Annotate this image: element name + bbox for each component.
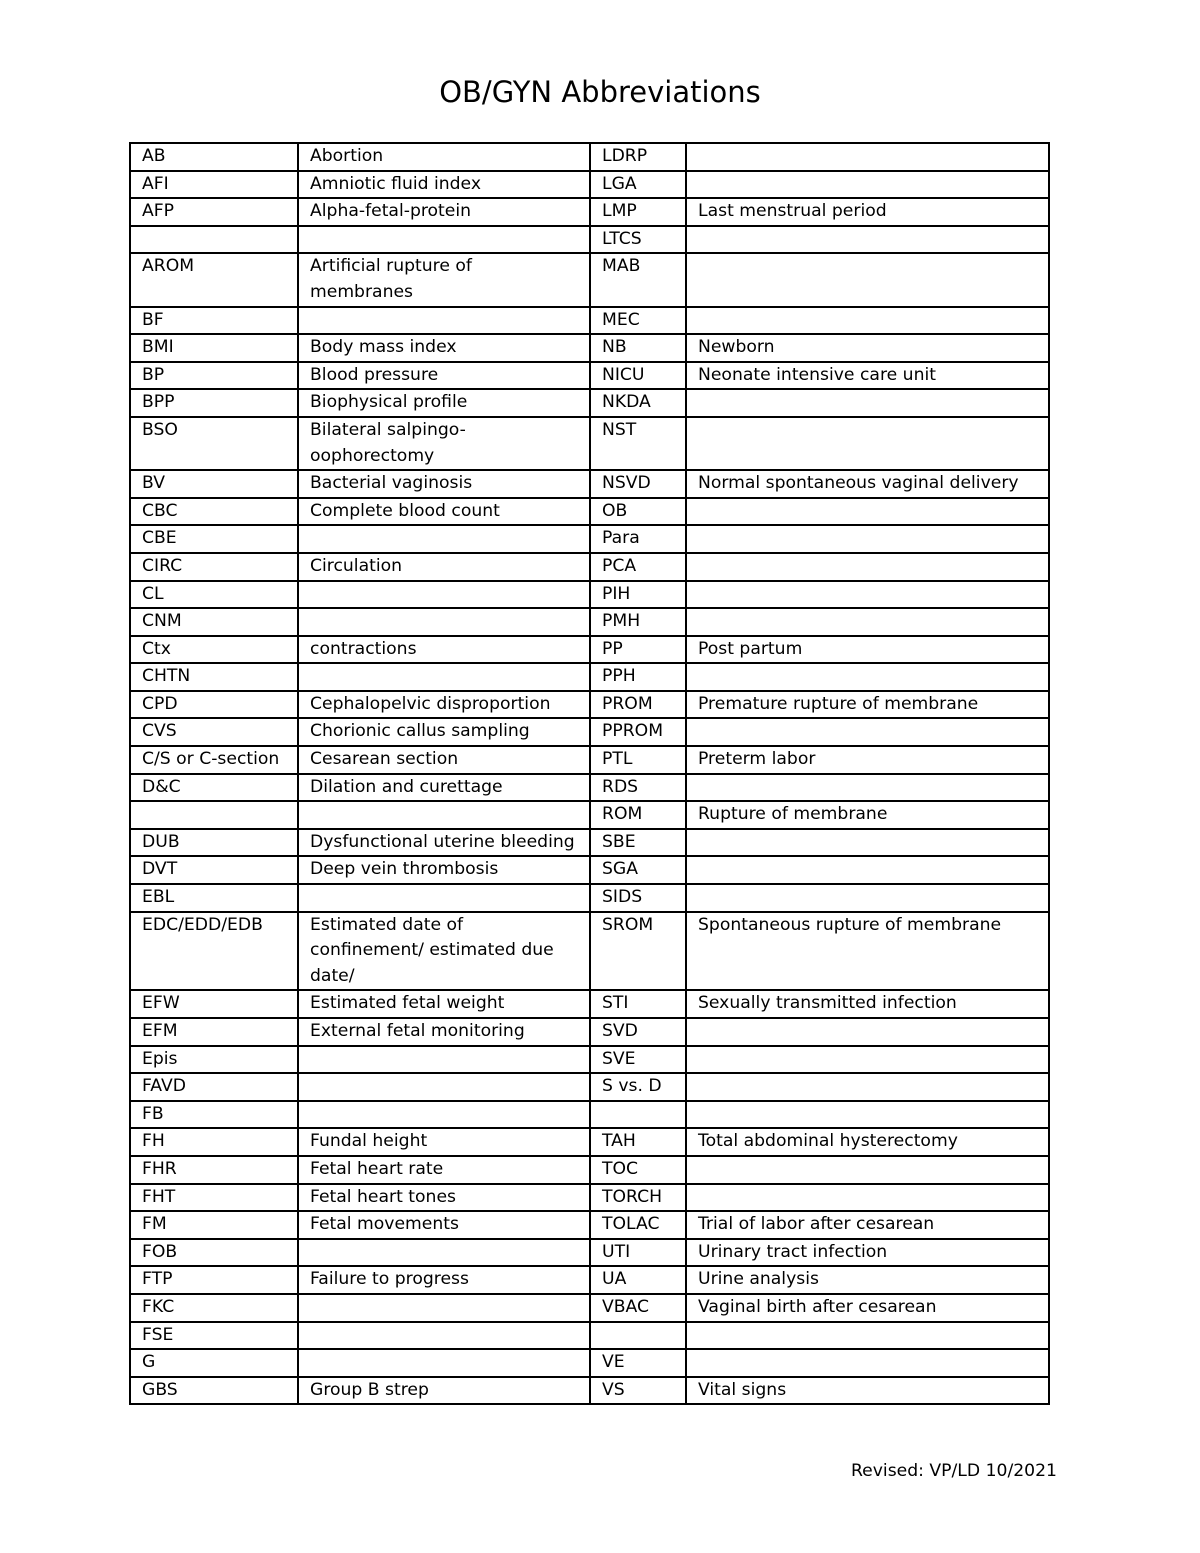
abbreviation-cell: FH <box>130 1128 298 1156</box>
revision-note: Revised: VP/LD 10/2021 <box>851 1461 1057 1481</box>
meaning-cell: Cephalopelvic disproportion <box>298 691 590 719</box>
meaning-cell <box>298 1046 590 1074</box>
meaning-cell <box>686 1349 1049 1377</box>
abbreviation-cell: NICU <box>590 362 686 390</box>
table-row <box>130 525 1049 553</box>
meaning-cell: Total abdominal hysterectomy <box>686 1128 1049 1156</box>
meaning-cell <box>686 171 1049 199</box>
table-row <box>130 198 1049 226</box>
meaning-cell <box>298 1294 590 1322</box>
meaning-cell <box>298 226 590 254</box>
abbreviation-cell: CBE <box>130 525 298 553</box>
meaning-cell: Normal spontaneous vaginal delivery <box>686 470 1049 498</box>
meaning-cell <box>686 498 1049 526</box>
abbreviation-cell: NKDA <box>590 389 686 417</box>
meaning-cell: Estimated fetal weight <box>298 990 590 1018</box>
meaning-cell <box>686 1156 1049 1184</box>
meaning-cell <box>686 1322 1049 1350</box>
abbreviation-cell: LGA <box>590 171 686 199</box>
meaning-cell <box>298 307 590 335</box>
meaning-cell: Fundal height <box>298 1128 590 1156</box>
table-row <box>130 912 1049 991</box>
meaning-cell <box>298 1101 590 1129</box>
table-row <box>130 856 1049 884</box>
abbreviation-cell: Para <box>590 525 686 553</box>
abbreviation-cell: LDRP <box>590 143 686 171</box>
meaning-cell: Trial of labor after cesarean <box>686 1211 1049 1239</box>
meaning-cell <box>686 1073 1049 1101</box>
meaning-cell <box>686 553 1049 581</box>
abbreviation-cell: OB <box>590 498 686 526</box>
table-row <box>130 691 1049 719</box>
table-row <box>130 1322 1049 1350</box>
table-row <box>130 636 1049 664</box>
meaning-cell: Circulation <box>298 553 590 581</box>
abbreviation-cell: BSO <box>130 417 298 470</box>
abbreviation-cell: ROM <box>590 801 686 829</box>
abbreviation-cell: AROM <box>130 253 298 306</box>
table-row <box>130 1294 1049 1322</box>
abbreviation-cell: VS <box>590 1377 686 1405</box>
table-row <box>130 226 1049 254</box>
abbreviation-cell <box>130 226 298 254</box>
meaning-cell: Bacterial vaginosis <box>298 470 590 498</box>
page-title: OB/GYN Abbreviations <box>439 75 761 109</box>
abbreviation-cell: SVE <box>590 1046 686 1074</box>
abbreviation-cell: BF <box>130 307 298 335</box>
meaning-cell: Vaginal birth after cesarean <box>686 1294 1049 1322</box>
abbreviation-cell: TOLAC <box>590 1211 686 1239</box>
abbreviation-cell: DVT <box>130 856 298 884</box>
meaning-cell <box>298 801 590 829</box>
meaning-cell <box>686 829 1049 857</box>
meaning-cell: Post partum <box>686 636 1049 664</box>
abbreviation-cell: EFM <box>130 1018 298 1046</box>
table-row <box>130 553 1049 581</box>
table-row <box>130 253 1049 306</box>
abbreviation-cell: RDS <box>590 774 686 802</box>
abbreviation-cell: BMI <box>130 334 298 362</box>
table-row <box>130 1184 1049 1212</box>
abbreviation-cell: EBL <box>130 884 298 912</box>
abbreviation-cell: FTP <box>130 1266 298 1294</box>
table-row <box>130 801 1049 829</box>
meaning-cell <box>686 1018 1049 1046</box>
abbreviation-cell: SBE <box>590 829 686 857</box>
abbreviation-cell: TOC <box>590 1156 686 1184</box>
abbreviation-cell: G <box>130 1349 298 1377</box>
meaning-cell: Dysfunctional uterine bleeding <box>298 829 590 857</box>
abbreviation-cell: CHTN <box>130 663 298 691</box>
meaning-cell: Body mass index <box>298 334 590 362</box>
abbreviation-cell: AB <box>130 143 298 171</box>
abbreviation-cell: FSE <box>130 1322 298 1350</box>
table-row <box>130 1128 1049 1156</box>
table-row <box>130 307 1049 335</box>
meaning-cell <box>298 608 590 636</box>
table-row <box>130 470 1049 498</box>
abbreviation-cell: CPD <box>130 691 298 719</box>
meaning-cell <box>686 417 1049 470</box>
abbreviation-cell: GBS <box>130 1377 298 1405</box>
meaning-cell <box>686 608 1049 636</box>
table-row <box>130 1073 1049 1101</box>
meaning-cell <box>686 226 1049 254</box>
abbreviation-cell: PP <box>590 636 686 664</box>
abbreviation-cell: CBC <box>130 498 298 526</box>
meaning-cell <box>686 663 1049 691</box>
meaning-cell: Preterm labor <box>686 746 1049 774</box>
meaning-cell: contractions <box>298 636 590 664</box>
meaning-cell <box>298 1239 590 1267</box>
meaning-cell: Spontaneous rupture of membrane <box>686 912 1049 991</box>
meaning-cell: Fetal movements <box>298 1211 590 1239</box>
abbreviation-cell: Epis <box>130 1046 298 1074</box>
meaning-cell <box>686 1101 1049 1129</box>
abbreviations-table <box>129 142 1050 1405</box>
abbreviation-cell: FOB <box>130 1239 298 1267</box>
abbreviation-cell: VE <box>590 1349 686 1377</box>
meaning-cell: Rupture of membrane <box>686 801 1049 829</box>
meaning-cell: Artificial rupture of membranes <box>298 253 590 306</box>
abbreviation-cell: NSVD <box>590 470 686 498</box>
abbreviation-cell: S vs. D <box>590 1073 686 1101</box>
meaning-cell: Biophysical profile <box>298 389 590 417</box>
abbreviation-cell: DUB <box>130 829 298 857</box>
abbreviation-cell: UTI <box>590 1239 686 1267</box>
abbreviation-cell: TAH <box>590 1128 686 1156</box>
abbreviation-cell: Ctx <box>130 636 298 664</box>
meaning-cell: Amniotic fluid index <box>298 171 590 199</box>
meaning-cell <box>686 525 1049 553</box>
meaning-cell <box>298 1073 590 1101</box>
abbreviation-cell: MEC <box>590 307 686 335</box>
table-row <box>130 1046 1049 1074</box>
abbreviation-cell: FB <box>130 1101 298 1129</box>
meaning-cell: Alpha-fetal-protein <box>298 198 590 226</box>
table-row <box>130 1349 1049 1377</box>
table-row <box>130 608 1049 636</box>
abbreviation-cell: FAVD <box>130 1073 298 1101</box>
meaning-cell <box>298 525 590 553</box>
table-row <box>130 389 1049 417</box>
meaning-cell: Vital signs <box>686 1377 1049 1405</box>
meaning-cell <box>686 1046 1049 1074</box>
abbreviation-cell: EFW <box>130 990 298 1018</box>
meaning-cell <box>686 253 1049 306</box>
abbreviation-cell: PROM <box>590 691 686 719</box>
meaning-cell: Chorionic callus sampling <box>298 718 590 746</box>
table-row <box>130 774 1049 802</box>
table-row <box>130 718 1049 746</box>
meaning-cell: Group B strep <box>298 1377 590 1405</box>
meaning-cell: Neonate intensive care unit <box>686 362 1049 390</box>
meaning-cell: Bilateral salpingo-oophorectomy <box>298 417 590 470</box>
meaning-cell <box>686 774 1049 802</box>
table-row <box>130 1239 1049 1267</box>
abbreviation-cell: FM <box>130 1211 298 1239</box>
abbreviation-cell <box>590 1101 686 1129</box>
meaning-cell: Fetal heart tones <box>298 1184 590 1212</box>
meaning-cell: Premature rupture of membrane <box>686 691 1049 719</box>
meaning-cell: Complete blood count <box>298 498 590 526</box>
table-row <box>130 417 1049 470</box>
meaning-cell: Urinary tract infection <box>686 1239 1049 1267</box>
table-row <box>130 829 1049 857</box>
abbreviation-cell: BPP <box>130 389 298 417</box>
meaning-cell: Dilation and curettage <box>298 774 590 802</box>
table-row <box>130 362 1049 390</box>
meaning-cell <box>686 143 1049 171</box>
abbreviation-cell: LMP <box>590 198 686 226</box>
meaning-cell <box>686 1184 1049 1212</box>
abbreviation-cell: SROM <box>590 912 686 991</box>
abbreviation-cell: MAB <box>590 253 686 306</box>
meaning-cell: Cesarean section <box>298 746 590 774</box>
abbreviation-cell: D&C <box>130 774 298 802</box>
meaning-cell <box>686 581 1049 609</box>
meaning-cell: Fetal heart rate <box>298 1156 590 1184</box>
abbreviation-cell: CL <box>130 581 298 609</box>
table-row <box>130 884 1049 912</box>
meaning-cell <box>298 1349 590 1377</box>
abbreviation-cell <box>130 801 298 829</box>
table-row <box>130 1018 1049 1046</box>
table-row <box>130 1101 1049 1129</box>
abbreviation-cell: AFI <box>130 171 298 199</box>
meaning-cell: Failure to progress <box>298 1266 590 1294</box>
abbreviation-cell: SIDS <box>590 884 686 912</box>
abbreviation-cell: CVS <box>130 718 298 746</box>
abbreviation-cell: PIH <box>590 581 686 609</box>
meaning-cell <box>686 307 1049 335</box>
table-row <box>130 1211 1049 1239</box>
meaning-cell <box>298 884 590 912</box>
table-row <box>130 663 1049 691</box>
table-row <box>130 143 1049 171</box>
abbreviation-cell: LTCS <box>590 226 686 254</box>
abbreviation-cell: FKC <box>130 1294 298 1322</box>
abbreviation-cell: PPROM <box>590 718 686 746</box>
abbreviation-cell: C/S or C-section <box>130 746 298 774</box>
meaning-cell <box>298 663 590 691</box>
table-row <box>130 990 1049 1018</box>
meaning-cell: Last menstrual period <box>686 198 1049 226</box>
abbreviation-cell: CNM <box>130 608 298 636</box>
meaning-cell: Sexually transmitted infection <box>686 990 1049 1018</box>
table-row <box>130 581 1049 609</box>
meaning-cell: Deep vein thrombosis <box>298 856 590 884</box>
meaning-cell <box>686 389 1049 417</box>
meaning-cell: Estimated date of confinement/ estimated due date/ <box>298 912 590 991</box>
abbreviation-cell: VBAC <box>590 1294 686 1322</box>
meaning-cell: Newborn <box>686 334 1049 362</box>
abbreviation-cell <box>590 1322 686 1350</box>
abbreviation-cell: NST <box>590 417 686 470</box>
abbreviation-cell: FHT <box>130 1184 298 1212</box>
meaning-cell <box>686 884 1049 912</box>
abbreviation-cell: UA <box>590 1266 686 1294</box>
meaning-cell <box>686 718 1049 746</box>
abbreviation-cell: SGA <box>590 856 686 884</box>
abbreviation-cell: NB <box>590 334 686 362</box>
abbreviations-table-body <box>130 143 1049 1404</box>
abbreviation-cell: BP <box>130 362 298 390</box>
abbreviation-cell: PMH <box>590 608 686 636</box>
meaning-cell: Blood pressure <box>298 362 590 390</box>
table-row <box>130 746 1049 774</box>
meaning-cell: Urine analysis <box>686 1266 1049 1294</box>
table-row <box>130 1377 1049 1405</box>
abbreviation-cell: BV <box>130 470 298 498</box>
abbreviation-cell: SVD <box>590 1018 686 1046</box>
abbreviation-cell: PTL <box>590 746 686 774</box>
abbreviation-cell: FHR <box>130 1156 298 1184</box>
abbreviation-cell: PCA <box>590 553 686 581</box>
abbreviation-cell: PPH <box>590 663 686 691</box>
table-row <box>130 1156 1049 1184</box>
table-row <box>130 1266 1049 1294</box>
meaning-cell <box>298 1322 590 1350</box>
abbreviation-cell: CIRC <box>130 553 298 581</box>
abbreviation-cell: AFP <box>130 198 298 226</box>
table-row <box>130 498 1049 526</box>
meaning-cell <box>298 581 590 609</box>
meaning-cell: Abortion <box>298 143 590 171</box>
meaning-cell <box>686 856 1049 884</box>
abbreviation-cell: TORCH <box>590 1184 686 1212</box>
meaning-cell: External fetal monitoring <box>298 1018 590 1046</box>
table-row <box>130 171 1049 199</box>
abbreviation-cell: STI <box>590 990 686 1018</box>
table-row <box>130 334 1049 362</box>
abbreviation-cell: EDC/EDD/EDB <box>130 912 298 991</box>
